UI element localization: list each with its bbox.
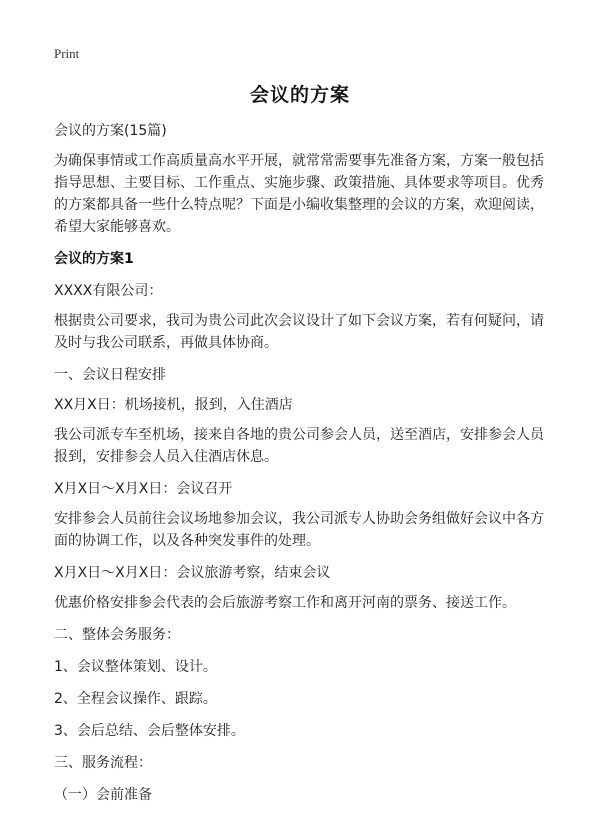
body-paragraph: 安排参会人员前往会议场地参加会议，我公司派专人协助会务组做好会议中各方面的协调工作，以及各种突发事件的处理。 <box>54 511 544 549</box>
subsection-heading: 三、服务流程： <box>54 755 152 771</box>
list-item: （一）会前准备 <box>54 787 152 803</box>
schedule-item: X月X日～X月X日：会议召开 <box>54 481 233 497</box>
section-heading: 会议的方案1 <box>54 251 134 267</box>
document-title: 会议的方案 <box>249 84 350 106</box>
schedule-item: X月X日～X月X日：会议旅游考察，结束会议 <box>54 565 331 581</box>
body-paragraph: 根据贵公司要求，我司为贵公司此次会议设计了如下会议方案，若有何疑问，请及时与我公司联系，再做具体协商。 <box>54 313 544 351</box>
recipient-line: XXXX有限公司： <box>54 283 163 299</box>
print-label: Print <box>54 46 80 61</box>
schedule-item: XX月X日：机场接机，报到，入住酒店 <box>54 397 293 413</box>
intro-paragraph: 为确保事情或工作高质量高水平开展，就常常需要事先准备方案，方案一般包括指导思想、主要目标、工作重点、实施步骤、政策措施、具体要求等项目。优秀的方案都具备一些什么特点呢？下面是小编收集整理的会议的方案，欢迎阅读，希望大家能够喜欢。 <box>54 153 544 235</box>
document-subtitle: 会议的方案(15篇) <box>54 123 167 139</box>
list-item: 3、会后总结、会后整体安排。 <box>54 723 245 739</box>
list-item: 1、会议整体策划、设计。 <box>54 659 217 675</box>
list-item: 2、全程会议操作、跟踪。 <box>54 691 217 707</box>
body-paragraph: 优惠价格安排参会代表的会后旅游考察工作和离开河南的票务、接送工作。 <box>54 595 516 611</box>
document-body <box>54 120 554 816</box>
subsection-heading: 二、整体会务服务： <box>54 627 180 643</box>
body-paragraph: 我公司派专车至机场，接来自各地的贵公司参会人员，送至酒店，安排参会人员报到，安排参会人员入住酒店休息。 <box>54 427 544 465</box>
subsection-heading: 一、会议日程安排 <box>54 367 166 383</box>
